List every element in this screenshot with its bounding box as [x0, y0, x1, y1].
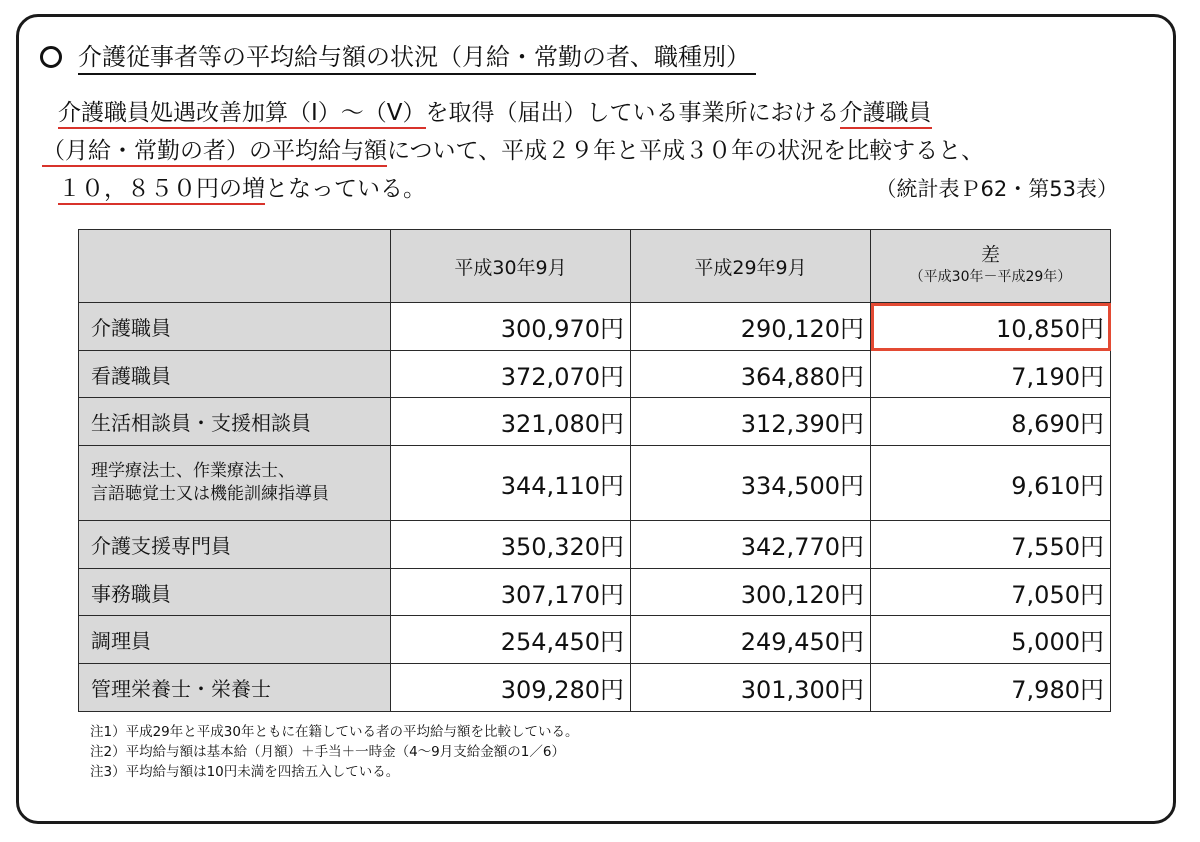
table-row: [79, 303, 1111, 351]
table-row: [79, 521, 1111, 569]
header-h30: 平成30年9月: [391, 230, 631, 303]
cell-h30: 321,080円: [391, 398, 631, 446]
footnote-3: 注3）平均給与額は10円未満を四捨五入している。: [90, 764, 400, 780]
cell-h29: 334,500円: [631, 446, 871, 521]
intro-text-2b: について、平成２９年と平成３０年の状況を比較すると、: [387, 138, 985, 164]
table-row: [79, 569, 1111, 616]
cell-diff: 5,000円: [871, 616, 1111, 664]
intro-paragraph: [42, 94, 1158, 208]
header-diff: [871, 230, 1111, 303]
cell-h30: 344,110円: [391, 446, 631, 521]
header-h29: 平成29年9月: [631, 230, 871, 303]
intro-underlined-1a: 介護職員処遇改善加算（Ⅰ）～（Ⅴ）: [58, 100, 426, 129]
circle-bullet-icon: [40, 46, 62, 68]
intro-line-2: [42, 132, 1158, 170]
table-row: [79, 398, 1111, 446]
row-label: [79, 446, 391, 521]
cell-diff: 7,550円: [871, 521, 1111, 569]
table-row: [79, 616, 1111, 664]
cell-h30: 309,280円: [391, 664, 631, 712]
row-label: 生活相談員・支援相談員: [79, 398, 391, 446]
cell-h29: 342,770円: [631, 521, 871, 569]
row-label-line-2: 言語聴覚士又は機能訓練指導員: [91, 484, 329, 504]
intro-text-1b: を取得（届出）している事業所における: [425, 100, 840, 126]
intro-text-3b: となっている。: [265, 176, 426, 202]
intro-line-3: [58, 170, 1158, 208]
cell-h30: 372,070円: [391, 351, 631, 398]
intro-line-1: [58, 94, 1158, 132]
table-row: [79, 351, 1111, 398]
cell-h30: 254,450円: [391, 616, 631, 664]
cell-h29: 301,300円: [631, 664, 871, 712]
table-row: [79, 664, 1111, 712]
footnotes: [90, 722, 578, 782]
cell-h29: 290,120円: [631, 303, 871, 351]
cell-diff: 7,980円: [871, 664, 1111, 712]
table-header-row: [79, 230, 1111, 303]
cell-h30: 307,170円: [391, 569, 631, 616]
cell-diff: 7,190円: [871, 351, 1111, 398]
cell-diff: 8,690円: [871, 398, 1111, 446]
footnote-1: 注1）平成29年と平成30年ともに在籍している者の平均給与額を比較している。: [90, 724, 579, 740]
cell-h29: 364,880円: [631, 351, 871, 398]
row-label: 管理栄養士・栄養士: [79, 664, 391, 712]
row-label: 介護職員: [79, 303, 391, 351]
header-empty: [79, 230, 391, 303]
cell-h30: 300,970円: [391, 303, 631, 351]
salary-table: [78, 229, 1111, 712]
table-row: [79, 446, 1111, 521]
title-text: 介護従事者等の平均給与額の状況（月給・常勤の者、職種別）: [78, 43, 756, 75]
cell-diff: 7,050円: [871, 569, 1111, 616]
row-label-line-1: 理学療法士、作業療法士、: [91, 461, 295, 481]
cell-h29: 249,450円: [631, 616, 871, 664]
header-diff-label: 差: [980, 244, 1000, 266]
header-diff-sub: （平成30年－平成29年）: [909, 269, 1072, 285]
cell-diff: 9,610円: [871, 446, 1111, 521]
cell-h30: 350,320円: [391, 521, 631, 569]
page-title: [40, 40, 756, 74]
intro-underlined-1c: 介護職員: [840, 100, 932, 129]
intro-underlined-3a: １０，８５０円の増: [58, 176, 265, 205]
row-label: 調理員: [79, 616, 391, 664]
cell-diff-highlighted: 10,850円: [871, 303, 1111, 351]
row-label: 事務職員: [79, 569, 391, 616]
row-label: 介護支援専門員: [79, 521, 391, 569]
footnote-2: 注2）平均給与額は基本給（月額）＋手当＋一時金（4～9月支給金額の1／6）: [90, 744, 565, 760]
cell-h29: 300,120円: [631, 569, 871, 616]
row-label: 看護職員: [79, 351, 391, 398]
source-reference: （統計表Ｐ62・第53表）: [875, 177, 1118, 201]
intro-underlined-2a: （月給・常勤の者）の平均給与額: [42, 138, 387, 167]
cell-h29: 312,390円: [631, 398, 871, 446]
